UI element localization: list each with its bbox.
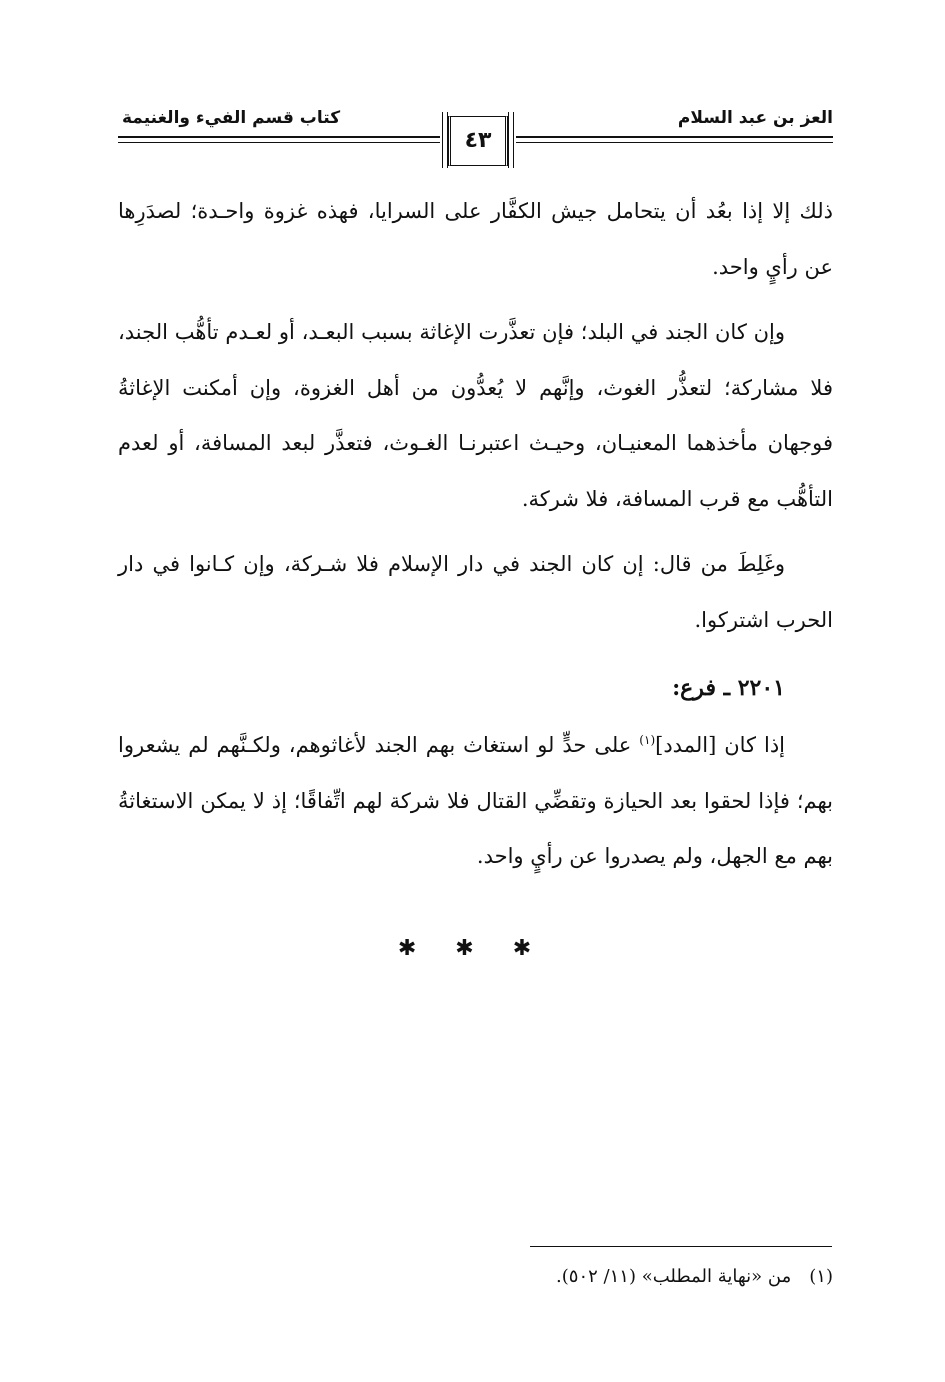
section-heading: ٢٢٠١ ـ فرع: bbox=[672, 675, 785, 701]
page-number-box bbox=[440, 110, 516, 170]
header-rule bbox=[118, 136, 440, 138]
page-number: ٤٣ bbox=[464, 128, 492, 153]
paragraph: وغَلِطَ من قال: إن كان الجند في دار الإسلام فلا شـركة، وإن كـانوا في دار الحرب اشتركوا. bbox=[118, 552, 833, 632]
page-header bbox=[118, 96, 833, 176]
footnote-divider bbox=[530, 1246, 832, 1247]
header-book-title: كتاب قسم الفيء والغنيمة bbox=[122, 108, 341, 128]
main-text bbox=[118, 184, 833, 895]
header-rule bbox=[516, 142, 833, 143]
header-rule bbox=[118, 142, 440, 143]
header-rule bbox=[516, 136, 833, 138]
footnote-number: (١) bbox=[809, 1266, 833, 1287]
header-author: العز بن عبد السلام bbox=[677, 108, 833, 128]
paragraph-rest: على حدٍّ لو استغاث بهم الجند لأغاثوهم، ولكـنَّهم لم يشعروا بهم؛ فإذا لحقوا بعد الحيازة وتقضِّي القتال فلا شركة لهم اتِّفاقًا؛ إذ لا يمكن الاستغاثةُ بهم مع الجهل، ولم يصدروا عن رأيٍ واحد. bbox=[118, 733, 833, 868]
paragraph: ذلك إلا إذا بعُد أن يتحامل جيش الكفَّار على السرايا، فهذه غزوة واحـدة؛ لصدَرِها عن رأيٍ واحد. bbox=[118, 199, 833, 279]
footnote bbox=[556, 1266, 833, 1287]
footnote-text: من «نهاية المطلب» (١١/ ٥٠٢). bbox=[556, 1266, 792, 1287]
paragraph-start: إذا كان [المدد] bbox=[655, 733, 786, 757]
paragraph: وإن كان الجند في البلد؛ فإن تعذَّرت الإغاثة بسبب البعـد، أو لعـدم تأهُّب الجند، فلا مشاركة؛ لتعذُّر الغوث، وإنَّهم لا يُعدُّون من أهل الغزوة، وإن أمكنت الإغاثةُ فوجهان مأخذهما المعنيـان، وحيـث اعتبرنـا الغـوث، فتعذَّر لبعد المسافة، أو لعدم التأهُّب مع قرب المسافة، فلا شركة. bbox=[118, 320, 833, 511]
section-separator: ✱ ✱ ✱ bbox=[397, 936, 548, 961]
paragraph bbox=[118, 718, 833, 885]
footnote-reference[interactable]: (١) bbox=[639, 733, 656, 747]
